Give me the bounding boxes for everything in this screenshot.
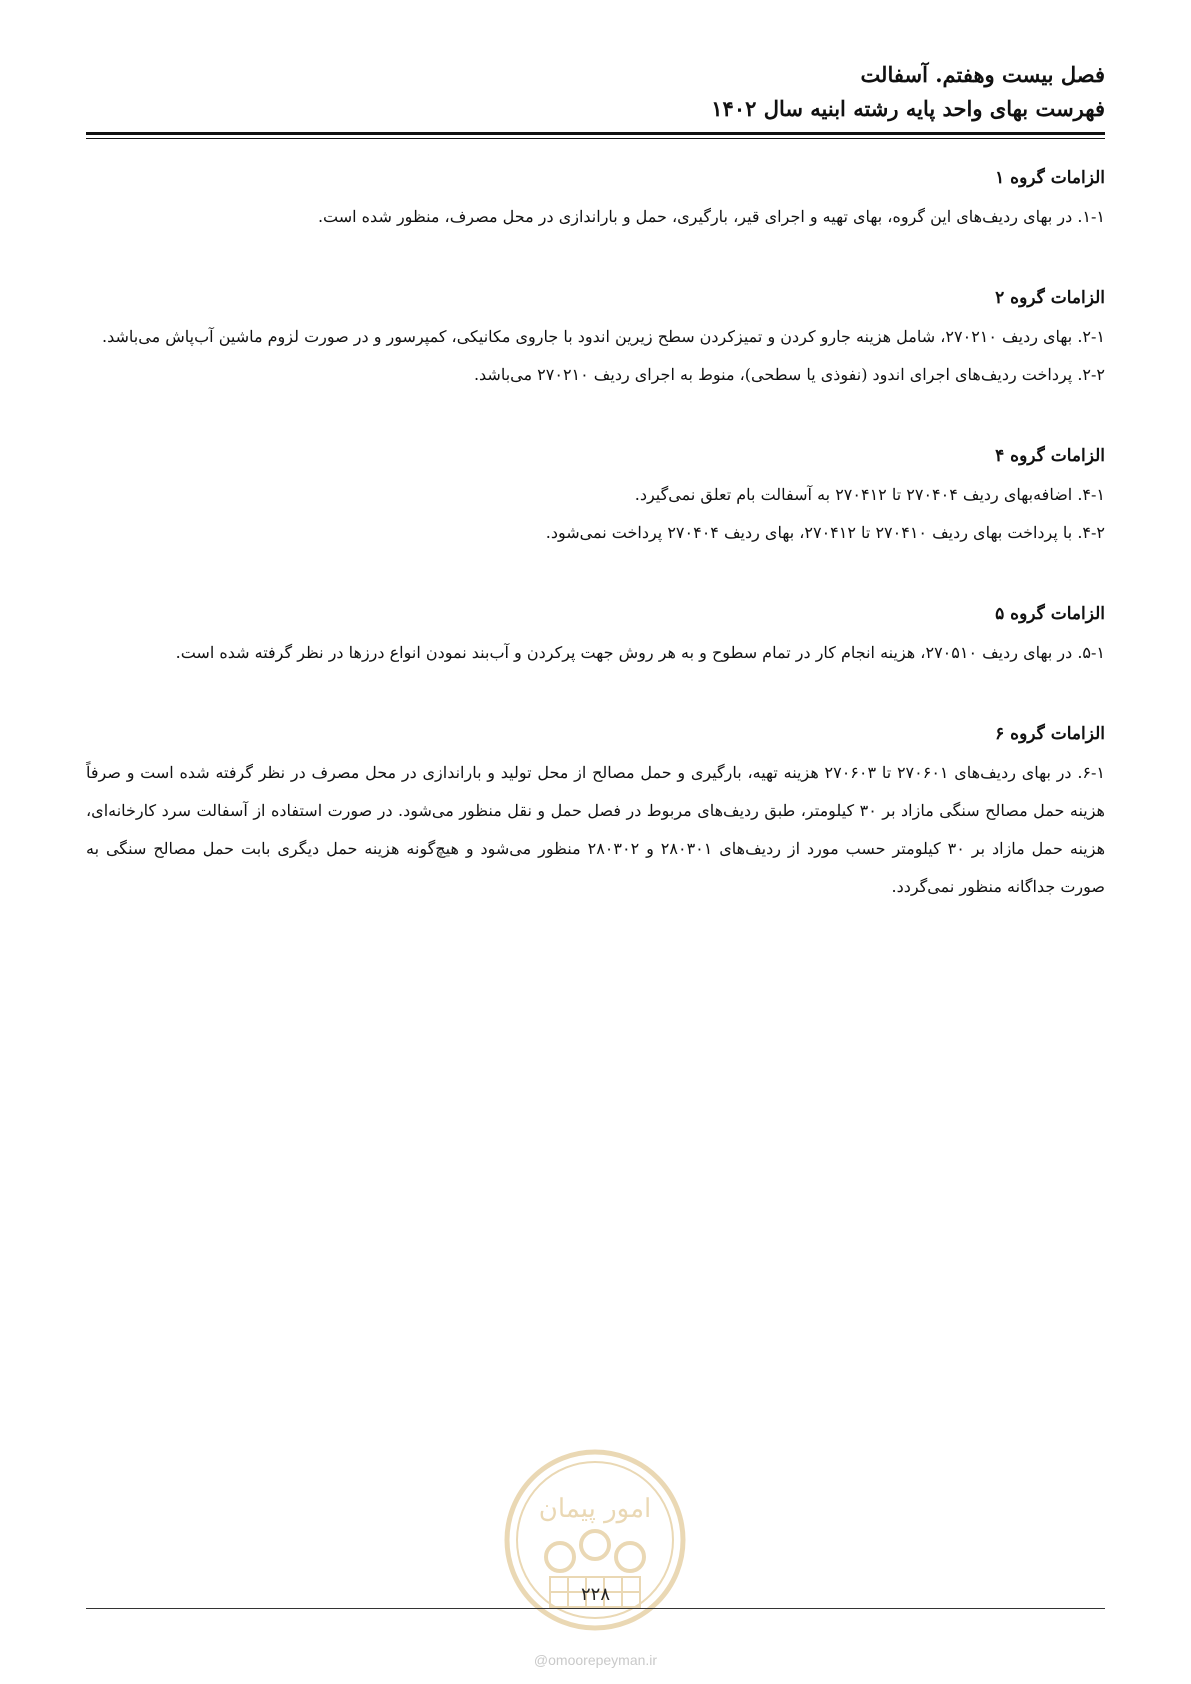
- document-body: [86, 160, 1105, 950]
- paragraph: ۲-۱. بهای ردیف ۲۷۰۲۱۰، شامل هزینه جارو کردن و تمیزکردن سطح زیرین اندود با جاروی مکانیکی، کمپرسور و در صورت لزوم ماشین آب‌پاش می‌باشد.: [102, 327, 1105, 346]
- section-title: الزامات گروه ۴: [995, 446, 1105, 466]
- section-group-4: [86, 438, 1105, 552]
- list-title: فهرست بهای واحد پایه رشته ابنیه سال ۱۴۰۲: [711, 96, 1105, 121]
- paragraph: ۵-۱. در بهای ردیف ۲۷۰۵۱۰، هزینه انجام کار در تمام سطوح و به هر روش جهت پرکردن و آب‌بند نمودن انواع درزها در نظر گرفته شده است.: [175, 643, 1105, 662]
- footer-rule: [86, 1608, 1105, 1609]
- section-title: الزامات گروه ۱: [995, 168, 1105, 188]
- section-title: الزامات گروه ۵: [995, 604, 1105, 624]
- seal-text: امور پیمان: [538, 1494, 652, 1524]
- section-group-5: [86, 596, 1105, 672]
- section-group-2: [86, 280, 1105, 394]
- paragraph: ۶-۱. در بهای ردیف‌های ۲۷۰۶۰۱ تا ۲۷۰۶۰۳ هزینه تهیه، بارگیری و حمل مصالح از محل تولید و باراندازی در محل مصرف در نظر گرفته شده است و صرفاً هزینه حمل مصالح سنگی مازاد بر ۳۰ کیلومتر، طبق ردیف‌های مربوط در فصل حمل و نقل منظور می‌شود. در صورت استفاده از آسفالت سرد کارخانه‌ای، هزینه حمل مازاد بر ۳۰ کیلومتر حسب مورد از ردیف‌های ۲۸۰۳۰۱ و ۲۸۰۳۰۲ منظور می‌شود و هیچ‌گونه هزینه حمل دیگری بابت حمل مصالح سنگی به صورت جداگانه منظور نمی‌گردد.: [86, 763, 1106, 896]
- paragraph: ۲-۲. پرداخت ردیف‌های اجرای اندود (نفوذی یا سطحی)، منوط به اجرای ردیف ۲۷۰۲۱۰ می‌باشد.: [473, 365, 1105, 384]
- header-rule-thick: [86, 132, 1105, 135]
- section-title: الزامات گروه ۲: [995, 288, 1105, 308]
- paragraph: ۴-۱. اضافه‌بهای ردیف ۲۷۰۴۰۴ تا ۲۷۰۴۱۲ به آسفالت بام تعلق نمی‌گیرد.: [634, 485, 1105, 504]
- watermark-seal-icon: [500, 1445, 690, 1635]
- header-rule-thin: [86, 138, 1105, 139]
- watermark-url: @omoorepeyman.ir: [533, 1652, 658, 1668]
- chapter-title: فصل بیست وهفتم. آسفالت: [860, 62, 1105, 87]
- page-header: [86, 58, 1105, 126]
- section-group-1: [86, 160, 1105, 236]
- paragraph: ۱-۱. در بهای ردیف‌های این گروه، بهای تهیه و اجرای قیر، بارگیری، حمل و باراندازی در محل مصرف، منظور شده است.: [317, 207, 1105, 226]
- section-title: الزامات گروه ۶: [995, 724, 1105, 744]
- page-number: ۲۲۸: [580, 1584, 610, 1605]
- paragraph: ۴-۲. با پرداخت بهای ردیف ۲۷۰۴۱۰ تا ۲۷۰۴۱۲، بهای ردیف ۲۷۰۴۰۴ پرداخت نمی‌شود.: [545, 523, 1105, 542]
- section-group-6: [86, 716, 1105, 906]
